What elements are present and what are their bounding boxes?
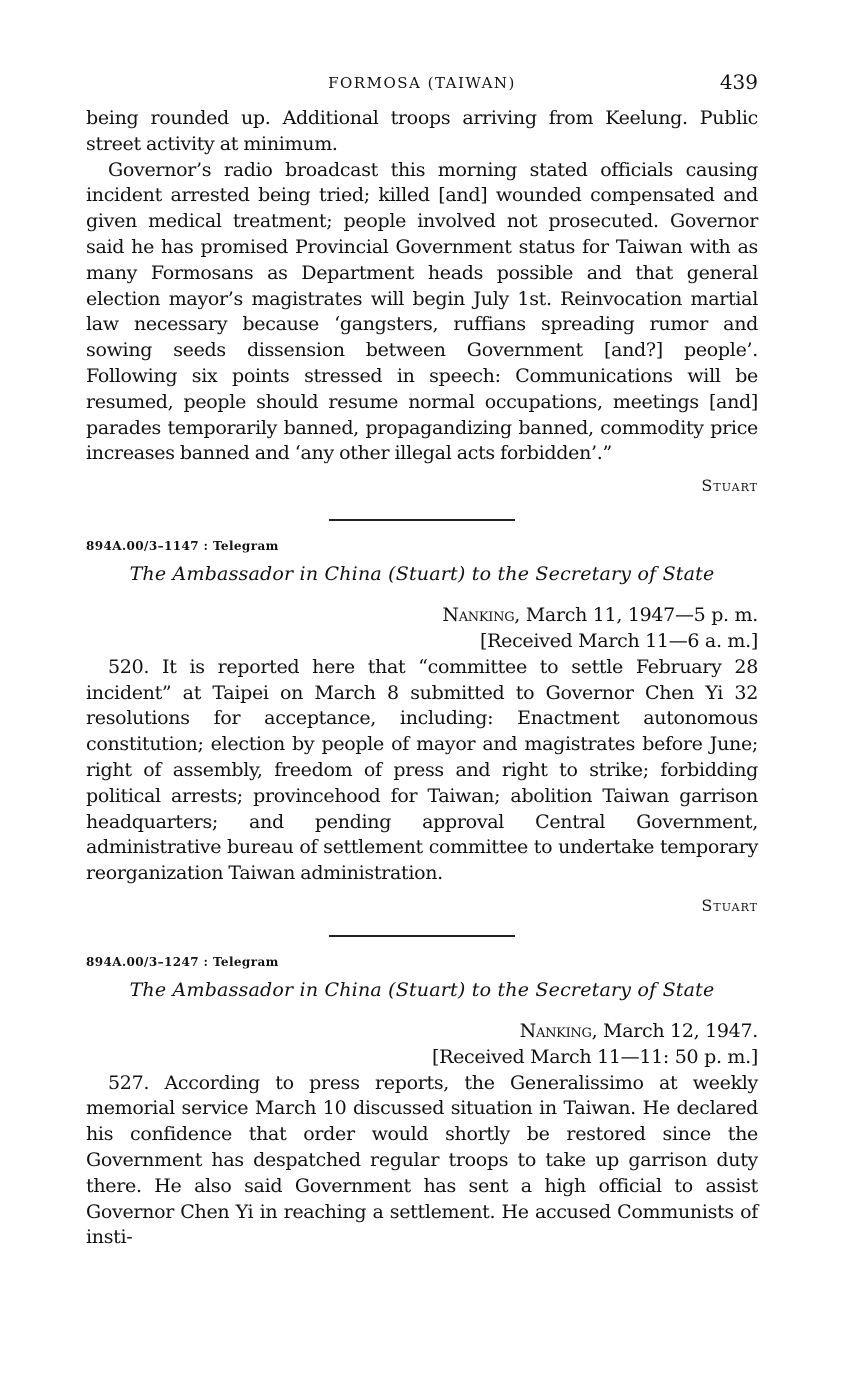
section-divider (329, 519, 515, 521)
section-divider (329, 935, 515, 937)
dateline-date: , March 11, 1947—5 p. m. (514, 604, 758, 627)
dateline-place: Nanking (442, 604, 515, 627)
telegram-body: 527. According to press reports, the Generalissimo at weekly memorial service March 10 discussed situation in Taiwan. He declared his confidence that order would shortly be restored since the Government has despatched regular troops to take up garrison duty there. He also said Government has sent a high official to assist Governor Chen Yi in reaching a settlement. He accused Communists of insti- (86, 1071, 758, 1249)
governor-broadcast-paragraph: Governor’s radio broadcast this morning stated officials causing incident arrested being tried; killed [and] wounded compensated and given medical treatment; people involved not prosecuted. Governor said he has promised Provincial Government status for Taiwan with as many Formosans as Department heads possible and that general election mayor’s magistrates will begin July 1st. Reinvocation martial law necessary because ‘gangsters, ruffians spreading rumor and sowing seeds dissension between Government [and?] people’. Following six points stressed in speech: Communications will be resumed, people should resume normal occupations, meetings [and] parades temporarily banned, propagandizing banned, commodity price increases banned and ‘any other illegal acts forbidden’.” (86, 158, 758, 465)
signature: Stuart (701, 895, 758, 915)
dateline (86, 1019, 758, 1071)
page-header (86, 66, 758, 106)
dateline-date: , March 12, 1947. (591, 1019, 758, 1042)
running-head: FORMOSA (TAIWAN) (328, 74, 516, 92)
document-title: The Ambassador in China (Stuart) to the Secretary of State (129, 563, 715, 586)
document-number: 894A.00/3–1247 : Telegram (86, 954, 279, 969)
telegram-body: 520. It is reported here that “committee to settle February 28 incident” at Taipei on March 8 submitted to Governor Chen Yi 32 resolutions for acceptance, including: Enactment autonomous constitution; election by people of mayor and magistrates before June; right of assembly, freedom of press and right to strike; forbidding political arrests; provincehood for Taiwan; abolition Taiwan garrison headquarters; and pending approval Central Government, administrative bureau of settlement committee to undertake temporary reorganization Taiwan administration. (86, 655, 758, 885)
received-line: [Received March 11—6 a. m.] (480, 629, 758, 652)
received-line: [Received March 11—11: 50 p. m.] (431, 1045, 758, 1068)
continuation-paragraph: being rounded up. Additional troops arriving from Keelung. Public street activity at minimum. (86, 107, 758, 155)
signature: Stuart (701, 476, 758, 496)
document-number: 894A.00/3–1147 : Telegram (86, 539, 279, 554)
dateline (86, 603, 758, 655)
dateline-place: Nanking (519, 1019, 592, 1042)
document-page (86, 66, 758, 1251)
document-title: The Ambassador in China (Stuart) to the Secretary of State (129, 978, 715, 1001)
page-number: 439 (719, 70, 758, 94)
